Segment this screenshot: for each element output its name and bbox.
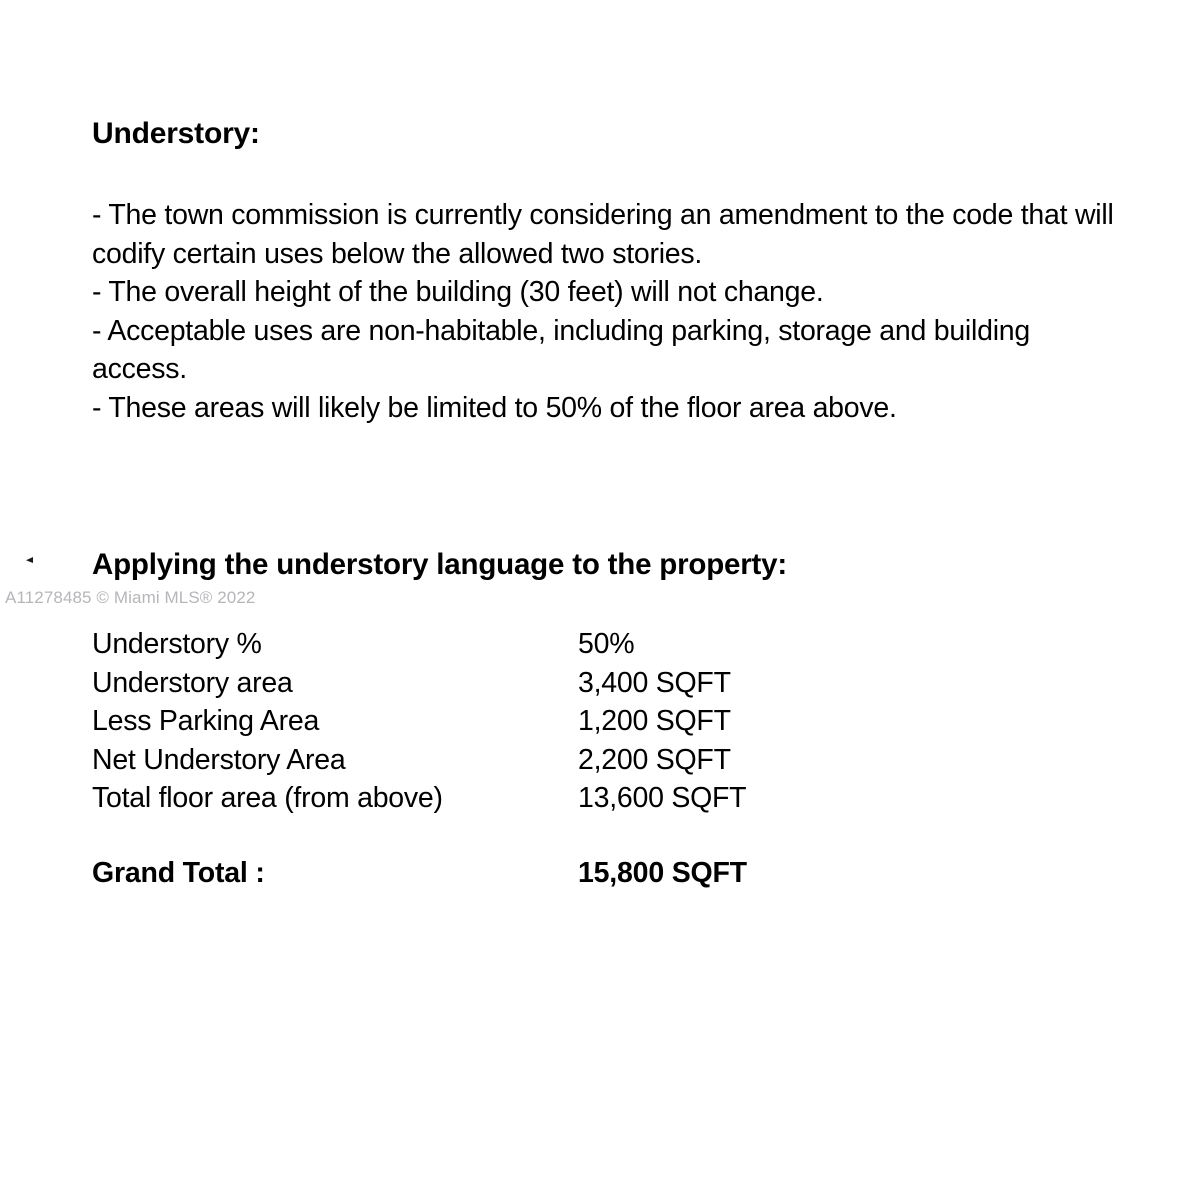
grand-total-label: Grand Total : (92, 857, 265, 889)
understory-bullet-1: - The town commission is currently considering an amendment to the code that will codify certain uses below the allowed two stories. (92, 199, 1114, 270)
understory-figures-table (92, 625, 746, 818)
page-title-understory: Understory: (92, 117, 260, 150)
row-value: 3,400 SQFT (578, 666, 731, 699)
table-row (92, 625, 746, 664)
stray-mark-icon (26, 557, 33, 563)
table-row (92, 779, 746, 818)
mls-watermark: A11278485 © Miami MLS® 2022 (5, 588, 256, 607)
row-value: 50% (578, 628, 635, 660)
understory-bullet-2: - The overall height of the building (30 feet) will not change. (92, 276, 824, 308)
grand-total-row (92, 857, 747, 890)
table-row (92, 741, 746, 780)
table-row (92, 664, 746, 703)
row-label: Understory % (92, 628, 262, 660)
row-label: Understory area (92, 666, 293, 699)
understory-bullet-3: - Acceptable uses are non-habitable, including parking, storage and building access. (92, 314, 1030, 385)
row-label: Net Understory Area (92, 743, 346, 776)
row-label: Less Parking Area (92, 705, 320, 737)
row-value: 1,200 SQFT (578, 705, 731, 737)
row-value: 13,600 SQFT (578, 782, 747, 814)
grand-total-value: 15,800 SQFT (578, 857, 747, 889)
understory-bullet-4: - These areas will likely be limited to 50% of the floor area above. (92, 391, 897, 424)
row-label: Total floor area (from above) (92, 782, 443, 814)
table-row (92, 702, 746, 741)
understory-bullet-list (92, 196, 1122, 427)
row-value: 2,200 SQFT (578, 743, 731, 776)
page-title-applying: Applying the understory language to the property: (92, 548, 787, 581)
